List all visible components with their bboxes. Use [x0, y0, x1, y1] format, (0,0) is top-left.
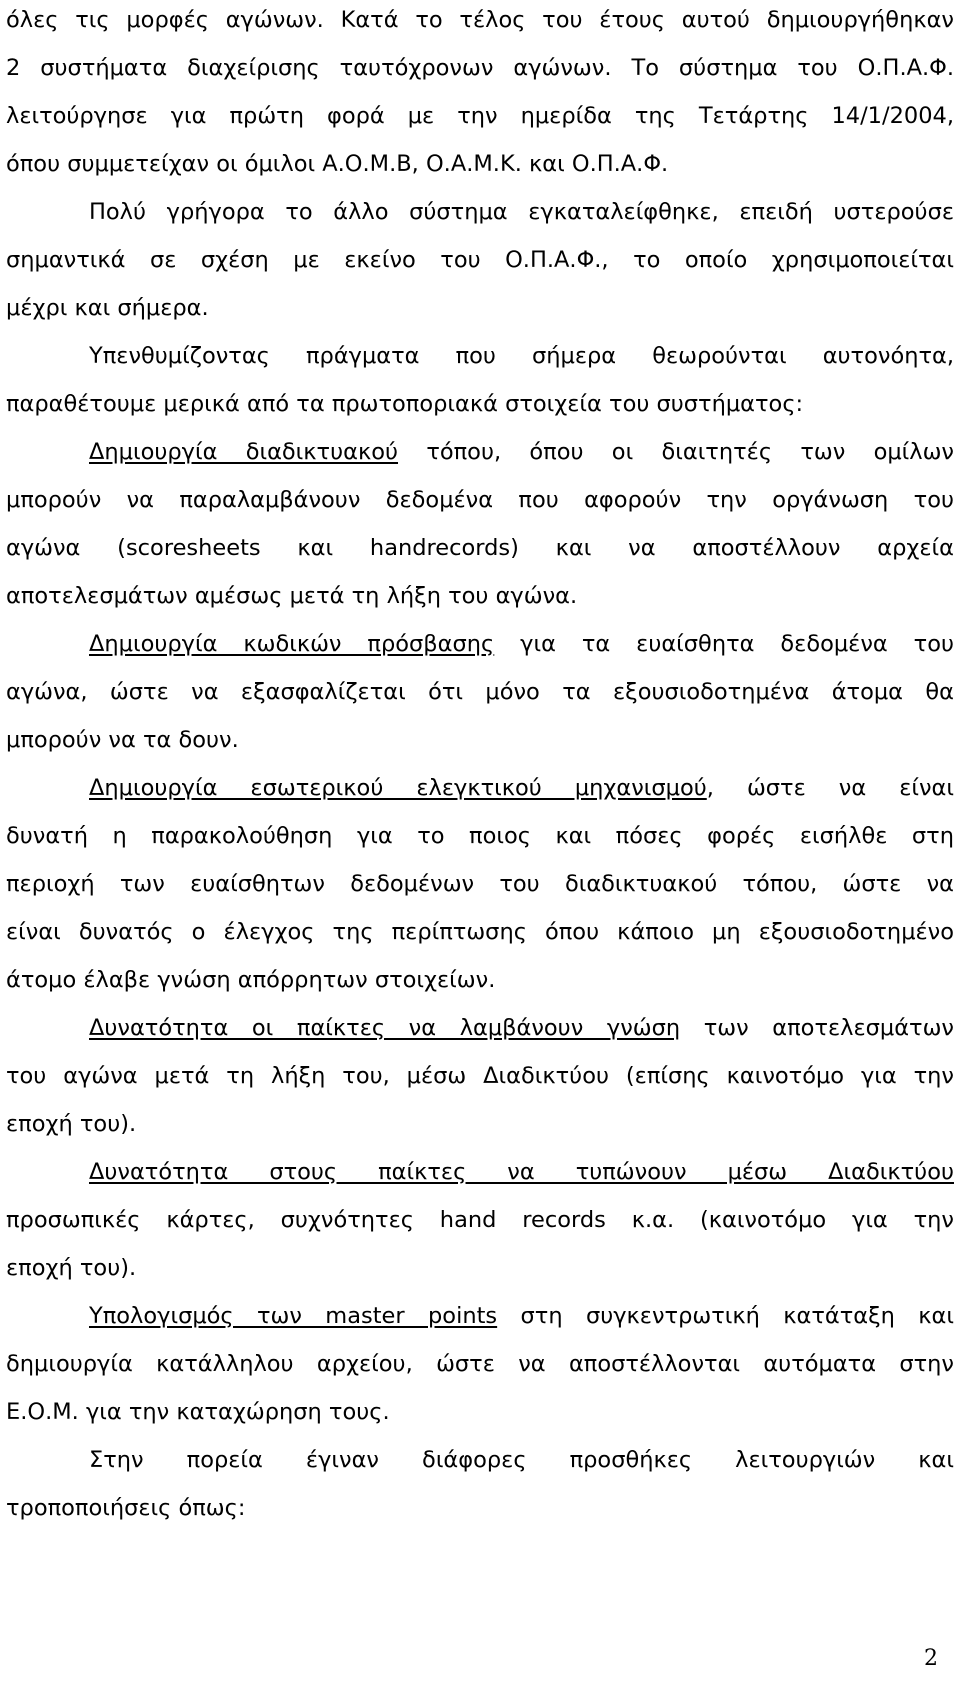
text-span: τόπου, όπου οι διαιτητές των ομίλων [398, 439, 955, 465]
text-line: Στην πορεία έγιναν διάφορες προσθήκες λειτουργιών και [89, 1447, 954, 1473]
text-line: Ε.Ο.Μ. για την καταχώρηση τους. [6, 1399, 390, 1425]
text-line: μπορούν να παραλαμβάνουν δεδομένα που αφορούν την οργάνωση του [6, 487, 954, 513]
text-line: σημαντικά σε σχέση με εκείνο του Ο.Π.Α.Φ., το οποίο χρησιμοποιείται [6, 247, 954, 273]
bullet-line-masterpoints [89, 1296, 954, 1336]
bullet-line-passwords [89, 624, 954, 664]
bullet-line-audit [89, 768, 954, 808]
underlined-feature: Δυνατότητα οι παίκτες να λαμβάνουν γνώση [89, 1015, 681, 1041]
page-number: 2 [924, 1646, 938, 1671]
text-line: άτομο έλαβε γνώση απόρρητων στοιχείων. [6, 967, 496, 993]
text-line: εποχή του). [6, 1255, 137, 1281]
text-line: μέχρι και σήμερα. [6, 295, 209, 321]
text-line: Υπενθυμίζοντας πράγματα που σήμερα θεωρούνται αυτονόητα, [89, 343, 954, 369]
text-line: όλες τις μορφές αγώνων. Κατά το τέλος του έτους αυτού δημιουργήθηκαν [6, 7, 954, 33]
text-line: Πολύ γρήγορα το άλλο σύστημα εγκαταλείφθηκε, επειδή υστερούσε [89, 199, 954, 225]
text-line: του αγώνα μετά τη λήξη του, μέσω Διαδικτύου (επίσης καινοτόμο για την [6, 1063, 954, 1089]
text-line: 2 συστήματα διαχείρισης ταυτόχρονων αγώνων. Το σύστημα του Ο.Π.Α.Φ. [6, 55, 954, 81]
underlined-feature: Δυνατότητα στους παίκτες να τυπώνουν μέσω Διαδικτύου [89, 1159, 954, 1185]
text-line: είναι δυνατός ο έλεγχος της περίπτωσης όπου κάποιο μη εξουσιοδοτημένο [6, 919, 954, 945]
text-span: των αποτελεσμάτων [680, 1015, 954, 1041]
underlined-feature: Υπολογισμός των master points [89, 1303, 498, 1329]
text-line: αγώνα, ώστε να εξασφαλίζεται ότι μόνο τα εξουσιοδοτημένα άτομα θα [6, 679, 954, 705]
text-line: λειτούργησε για πρώτη φορά με την ημερίδα της Τετάρτης 14/1/2004, [6, 103, 954, 129]
text-line: μπορούν να τα δουν. [6, 727, 239, 753]
text-span: , ώστε να είναι [706, 775, 954, 801]
text-span: στη συγκεντρωτική κατάταξη και [497, 1303, 954, 1329]
text-line: αγώνα (scoresheets και handrecords) και να αποστέλλουν αρχεία [6, 535, 954, 561]
text-line: δημιουργία κατάλληλου αρχείου, ώστε να αποστέλλονται αυτόματα στην [6, 1351, 954, 1377]
text-line: περιοχή των ευαίσθητων δεδομένων του διαδικτυακού τόπου, ώστε να [6, 871, 954, 897]
text-span: για τα ευαίσθητα δεδομένα του [494, 631, 955, 657]
bullet-line-printing [89, 1152, 954, 1192]
underlined-feature: Δημιουργία εσωτερικού ελεγκτικού μηχανισμού [89, 775, 707, 801]
bullet-line-website [89, 432, 954, 472]
bullet-line-results [89, 1008, 954, 1048]
text-line: παραθέτουμε μερικά από τα πρωτοποριακά στοιχεία του συστήματος: [6, 391, 804, 417]
text-line: όπου συμμετείχαν οι όμιλοι Α.Ο.Μ.Β, Ο.Α.Μ.Κ. και Ο.Π.Α.Φ. [6, 151, 669, 177]
underlined-feature: Δημιουργία κωδικών πρόσβασης [89, 631, 495, 657]
text-line: εποχή του). [6, 1111, 137, 1137]
text-line: αποτελεσμάτων αμέσως μετά τη λήξη του αγώνα. [6, 583, 578, 609]
underlined-feature: Δημιουργία διαδικτυακού [89, 439, 399, 465]
text-line: προσωπικές κάρτες, συχνότητες hand records κ.α. (καινοτόμο για την [6, 1207, 954, 1233]
text-line: τροποποιήσεις όπως: [6, 1495, 246, 1521]
text-line: δυνατή η παρακολούθηση για το ποιος και πόσες φορές εισήλθε στη [6, 823, 954, 849]
